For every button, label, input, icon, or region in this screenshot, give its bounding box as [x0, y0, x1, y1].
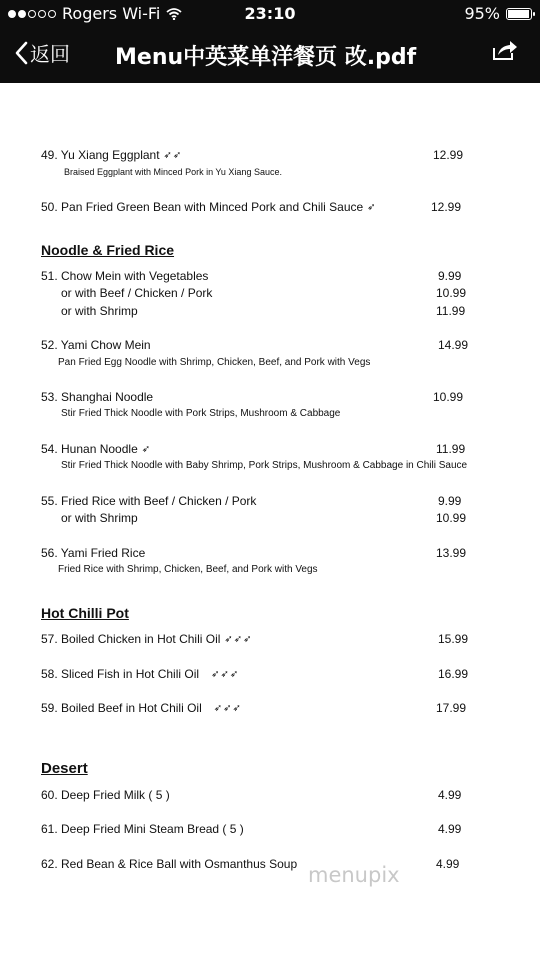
menu-item-price: 10.99 [436, 286, 467, 300]
document-title: Menu中英菜单洋餐页 改.pdf [115, 45, 417, 70]
status-time: 23:10 [244, 4, 296, 23]
chili-pepper-icon: ➶➶ [163, 150, 183, 161]
chili-pepper-icon: ➶ [141, 444, 152, 455]
menu-item-price: 12.99 [431, 200, 462, 214]
back-button[interactable] [14, 38, 70, 67]
navigation-bar [0, 28, 540, 83]
menu-item-price: 13.99 [436, 546, 467, 560]
menu-item-price: 12.99 [433, 148, 464, 162]
status-bar [0, 0, 540, 28]
menu-item-name: 50. Pan Fried Green Bean with Minced Pork and Chili Sauce ➶ [41, 200, 377, 214]
menu-item-price: 11.99 [436, 304, 466, 318]
menu-item-price: 10.99 [433, 390, 464, 404]
section-heading: Desert [41, 760, 88, 777]
menu-item-name: 60. Deep Fried Milk ( 5 ) [41, 788, 170, 802]
menu-item-option: or with Shrimp [61, 511, 138, 525]
menu-item-name: 54. Hunan Noodle ➶ [41, 442, 152, 456]
menu-item-price: 14.99 [438, 338, 469, 352]
chevron-left-icon [14, 41, 28, 65]
menu-item-price: 16.99 [438, 667, 469, 681]
battery-percent: 95% [464, 4, 500, 23]
menu-item-price: 9.99 [438, 494, 462, 508]
top-bar [0, 0, 540, 83]
menu-item-option: or with Beef / Chicken / Pork [61, 286, 213, 300]
section-heading: Noodle & Fried Rice [41, 242, 175, 258]
menu-item-name: 55. Fried Rice with Beef / Chicken / Pork [41, 494, 257, 508]
chili-pepper-icon: ➶➶➶ [211, 669, 240, 680]
menu-item-description: Stir Fried Thick Noodle with Baby Shrimp, Pork Strips, Mushroom & Cabbage in Chili Sauce [61, 460, 468, 471]
share-icon [490, 38, 518, 62]
watermark: menupix [308, 863, 400, 887]
menu-item-description: Fried Rice with Shrimp, Chicken, Beef, and Pork with Vegs [58, 564, 318, 575]
carrier-label: Rogers Wi-Fi [62, 4, 161, 23]
menu-item-name: 62. Red Bean & Rice Ball with Osmanthus Soup [41, 857, 298, 871]
menu-item-price: 4.99 [436, 857, 460, 871]
menu-item-name: 57. Boiled Chicken in Hot Chili Oil ➶➶➶ [41, 632, 253, 646]
menu-item-price: 4.99 [438, 788, 462, 802]
menu-item-name: 59. Boiled Beef in Hot Chili Oil ➶➶➶ [41, 701, 242, 715]
share-button[interactable] [490, 38, 518, 66]
menu-item-name: 56. Yami Fried Rice [41, 546, 146, 560]
menu-item-name: 51. Chow Mein with Vegetables [41, 269, 209, 283]
back-label: 返回 [30, 42, 70, 66]
chili-pepper-icon: ➶ [367, 202, 377, 213]
pdf-page[interactable] [0, 83, 540, 960]
menu-item-price: 17.99 [436, 701, 467, 715]
menu-item-name: 49. Yu Xiang Eggplant ➶➶ [41, 148, 183, 162]
menu-item-name: 61. Deep Fried Mini Steam Bread ( 5 ) [41, 822, 244, 836]
menu-item-description: Braised Eggplant with Minced Pork in Yu Xiang Sauce. [64, 167, 282, 177]
menu-item-name: 52. Yami Chow Mein [41, 338, 151, 352]
chili-pepper-icon: ➶➶➶ [213, 703, 242, 714]
menu-item-description: Stir Fried Thick Noodle with Pork Strips, Mushroom & Cabbage [61, 408, 341, 419]
chili-pepper-icon: ➶➶➶ [224, 634, 253, 645]
menu-item-description: Pan Fried Egg Noodle with Shrimp, Chicken, Beef, and Pork with Vegs [58, 357, 371, 368]
menu-item-price: 9.99 [438, 269, 462, 283]
menu-item-price: 11.99 [436, 442, 466, 456]
menu-item-price: 4.99 [438, 822, 462, 836]
menu-item-name: 53. Shanghai Noodle [41, 390, 154, 404]
menu-item-option: or with Shrimp [61, 304, 138, 318]
menu-item-price: 15.99 [438, 632, 469, 646]
section-heading: Hot Chilli Pot [41, 605, 129, 621]
menu-item-price: 10.99 [436, 511, 467, 525]
menu-item-name: 58. Sliced Fish in Hot Chili Oil ➶➶➶ [41, 667, 240, 681]
status-right [464, 4, 532, 23]
battery-icon [506, 8, 532, 20]
